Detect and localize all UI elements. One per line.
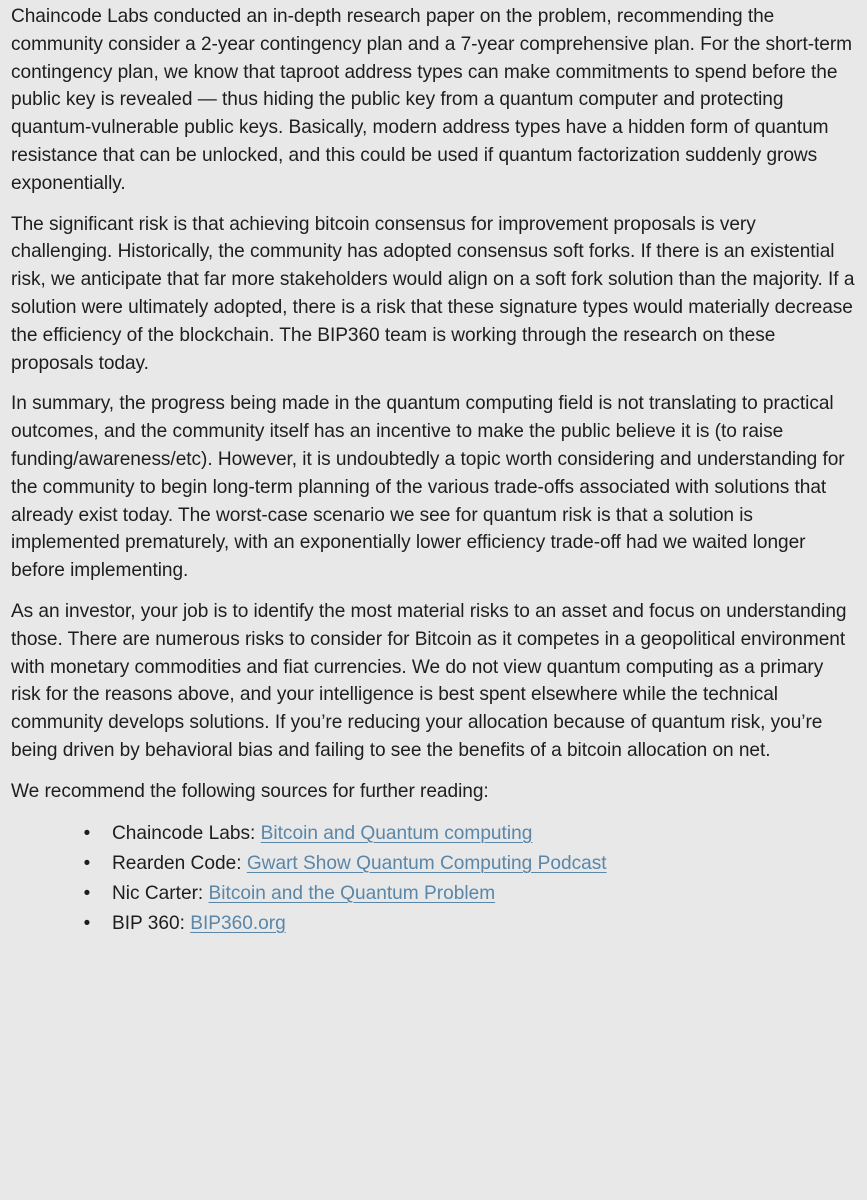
list-item: [11, 909, 857, 939]
source-prefix: Chaincode Labs:: [112, 822, 261, 844]
list-item: [11, 819, 857, 849]
source-prefix: Rearden Code:: [112, 852, 247, 874]
source-link-bip360[interactable]: BIP360.org: [190, 912, 286, 934]
paragraph-investor-guidance: As an investor, your job is to identify the most material risks to an asset and focus on understanding those. There are numerous risks to consider for Bitcoin as it competes in a geopolitical environment with monetary commodities and fiat currencies. We do not view quantum computing as a primary risk for the reasons above, and your intelligence is best spent elsewhere while the technical community develops solutions. If you’re reducing your allocation because of quantum risk, you’re being driven by behavioral bias and failing to see the benefits of a bitcoin allocation on net.: [11, 600, 847, 761]
source-link-nic-carter[interactable]: Bitcoin and the Quantum Problem: [208, 882, 496, 904]
bullet-icon: •: [83, 882, 91, 904]
list-item: [11, 879, 857, 909]
sources-list: [11, 819, 857, 939]
paragraph-summary: In summary, the progress being made in the quantum computing field is not translating to practical outcomes, and the community itself has an incentive to make the public believe it is (to raise funding/awareness/etc). However, it is undoubtedly a topic worth considering and understanding for the community to begin long-term planning of the various trade-offs associated with solutions that already exist today. The worst-case scenario we see for quantum risk is that a solution is implemented prematurely, with an exponentially lower efficiency trade-off had we waited longer before implementing.: [11, 393, 845, 582]
bullet-icon: •: [83, 822, 91, 844]
source-link-rearden[interactable]: Gwart Show Quantum Computing Podcast: [246, 852, 607, 874]
source-link-chaincode[interactable]: Bitcoin and Quantum computing: [260, 822, 533, 844]
paragraph-chaincode-research: Chaincode Labs conducted an in-depth research paper on the problem, recommending the community consider a 2-year contingency plan and a 7-year comprehensive plan. For the short-term contingency plan, we know that taproot address types can make commitments to spend before the public key is revealed — thus hiding the public key from a quantum computer and protecting quantum-vulnerable public keys. Basically, modern address types have a hidden form of quantum resistance that can be unlocked, and this could be used if quantum factorization suddenly grows exponentially.: [11, 6, 853, 194]
source-prefix: Nic Carter:: [112, 882, 209, 904]
list-item: [11, 849, 857, 879]
bullet-icon: •: [83, 912, 91, 934]
paragraph-reading-intro: We recommend the following sources for further reading:: [11, 780, 489, 802]
paragraph-consensus-risk: The significant risk is that achieving bitcoin consensus for improvement proposals is very challenging. Historically, the community has adopted consensus soft forks. If there is an existential risk, we anticipate that far more stakeholders would align on a soft fork solution than the majority. If a solution were ultimately adopted, there is a risk that these signature types would materially decrease the efficiency of the blockchain. The BIP360 team is working through the research on these proposals today.: [11, 213, 855, 374]
source-prefix: BIP 360:: [112, 912, 191, 934]
bullet-icon: •: [83, 852, 91, 874]
